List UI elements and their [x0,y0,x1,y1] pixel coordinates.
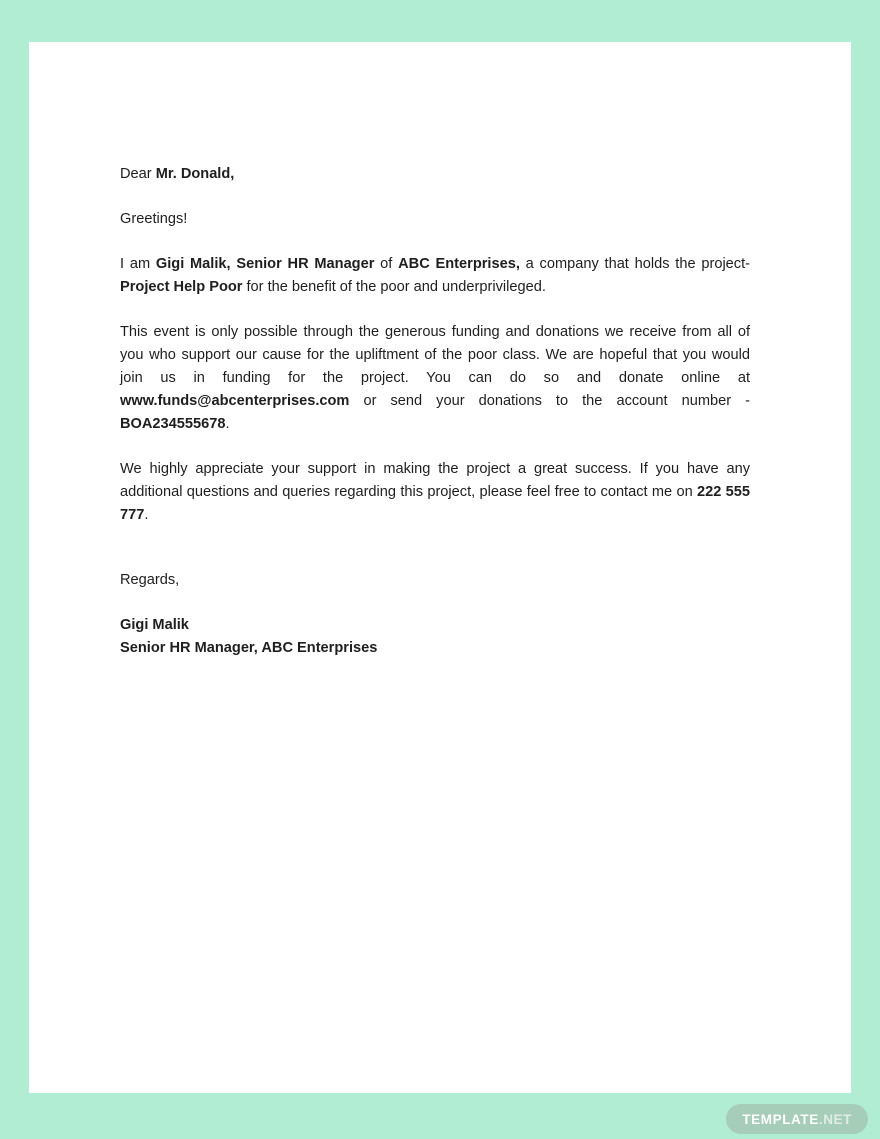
template-net-watermark[interactable] [726,1104,868,1134]
bold-text-run: Gigi Malik [120,617,189,633]
text-run: for the benefit of the poor and underprivileged. [242,279,546,295]
paragraph-salutation [120,163,750,186]
bold-text-run: 222 555 777 [120,484,750,523]
text-run: Greetings! [120,211,188,227]
bold-text-run: Mr. Donald, [155,166,235,182]
watermark-tld: .NET [818,1111,852,1127]
text-run: . [144,507,149,523]
paragraph-appreciation [120,458,750,527]
letter-paper [29,42,851,1093]
paragraph-funding [120,321,750,436]
text-run: . [225,416,230,432]
text-run: Regards, [120,572,180,588]
text-run: We highly appreciate your support in making the project a great success. If you have any additional questions and queries regarding this project, please feel free to contact me on [120,461,750,500]
watermark-brand: TEMPLATE [742,1111,819,1127]
text-run: I am [120,256,156,272]
text-run: a company that holds the project- [519,256,751,272]
bold-text-run: Gigi Malik, Senior HR Manager [155,256,375,272]
text-run: Dear [120,166,156,182]
letter-body [29,42,851,660]
bold-text-run: www.funds@abcenterprises.com [120,393,350,409]
bold-text-run: Project Help Poor [120,279,243,295]
paragraph-greeting [120,208,750,231]
paragraph-regards [120,569,750,592]
text-run: This event is only possible through the generous funding and donations we receive from all of you who support our cause for the upliftment of the poor class. We are hopeful that you would join us in funding for the project. You can do so and donate online at [120,324,750,386]
bold-text-run: ABC Enterprises, [398,256,520,272]
text-run: or send your donations to the account number - [349,393,750,409]
bold-text-run: BOA234555678 [120,416,226,432]
paragraph-sig-title [120,637,750,660]
paragraph-sig-name [120,614,750,637]
paragraph-intro [120,253,750,299]
bold-text-run: Senior HR Manager, ABC Enterprises [120,640,378,656]
text-run: of [374,256,399,272]
